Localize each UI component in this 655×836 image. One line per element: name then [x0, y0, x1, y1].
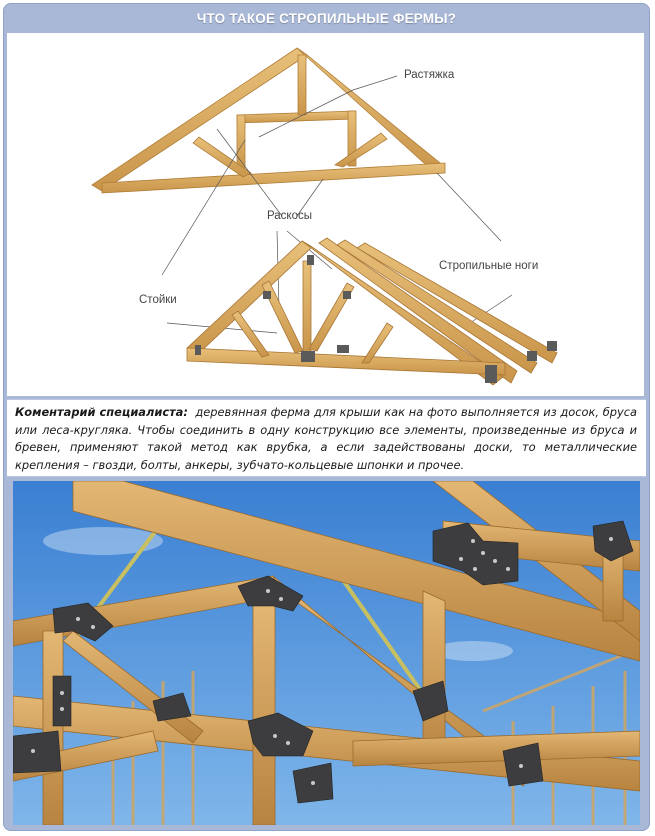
page-title: ЧТО ТАКОЕ СТРОПИЛЬНЫЕ ФЕРМЫ? — [196, 10, 457, 26]
comment-label: Коментарий специалиста: — [15, 405, 188, 419]
expert-comment — [7, 399, 646, 477]
truss-diagram-panel — [7, 33, 644, 396]
callout-stoyki: Стойки — [139, 294, 177, 306]
title-bar — [3, 3, 650, 33]
comment-text: деревянная ферма для крыши как на фото выполняется из досок, бруса или леса-кругляка. Чтобы соединить в одну конструкцию все элементы, произведенные из бруса и бревен, применяют такой метод как врубка, а если задействованы доски, то металлические крепления – гвозди, болты, анкеры, зубчато-кольцевые шпонки и прочее. — [15, 405, 637, 472]
truss-illustration — [7, 33, 644, 396]
callout-rastyazhka: Растяжка — [404, 69, 455, 81]
truss-photo — [13, 481, 640, 825]
single-truss — [92, 48, 445, 193]
infographic-frame — [3, 3, 650, 831]
callout-raskosy: Раскосы — [267, 210, 313, 222]
truss-photo-illustration — [13, 481, 640, 825]
callout-stroilnye-nogi: Стропильные ноги — [439, 260, 539, 272]
